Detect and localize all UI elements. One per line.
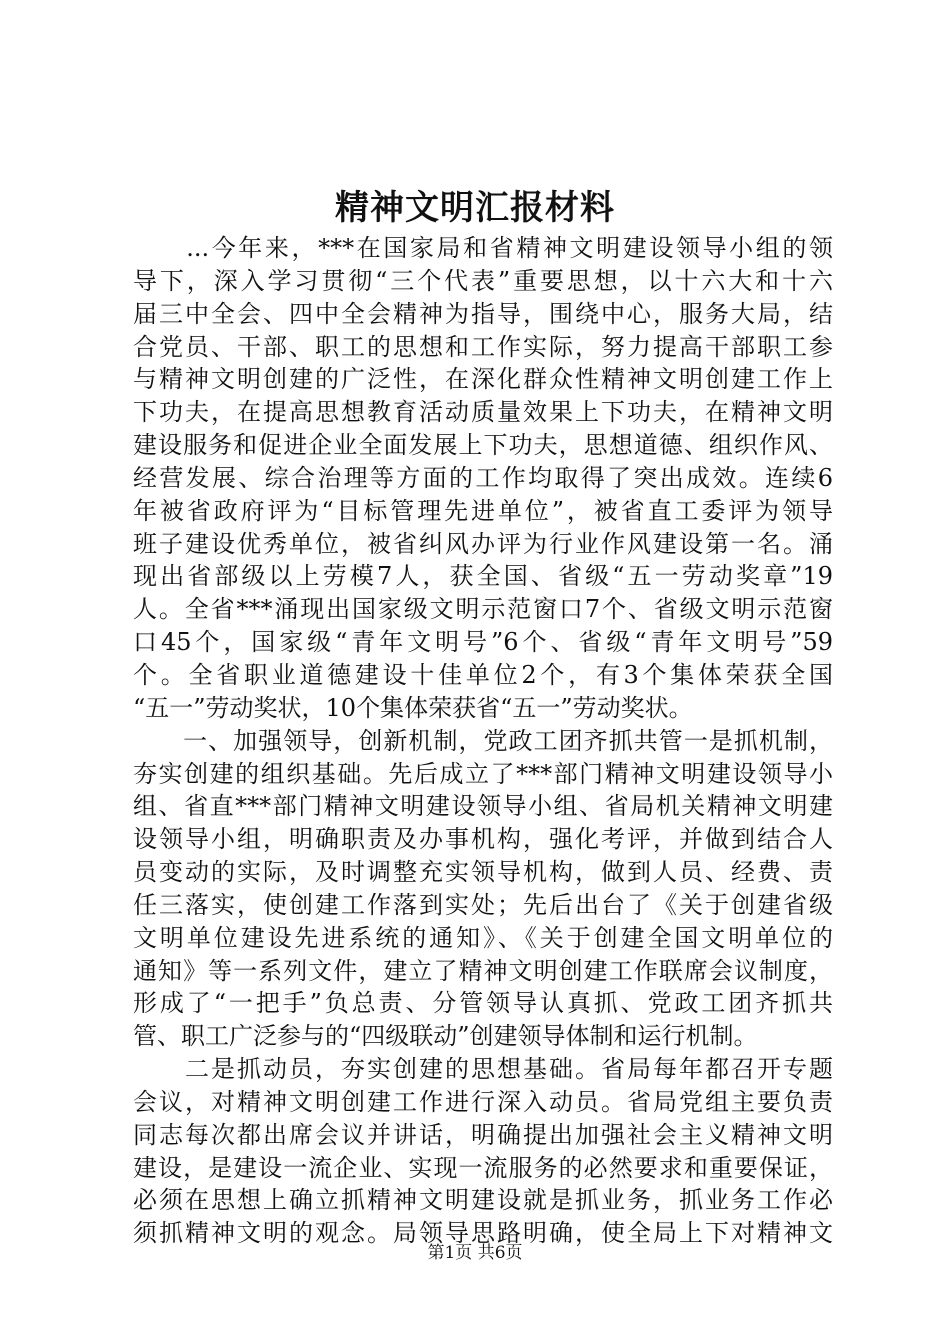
body-line: 文明单位建设先进系统的通知》、《关于创建全国文明单位的 bbox=[133, 923, 833, 952]
document-body bbox=[133, 232, 833, 1250]
page-footer: 第1页 共6页 bbox=[427, 1243, 523, 1263]
body-line: 管、职工广泛参与的“四级联动”创建领导体制和运行机制。 bbox=[133, 1022, 758, 1051]
body-line: 同志每次都出席会议并讲话，明确提出加强社会主义精神文明 bbox=[133, 1120, 833, 1149]
body-line: 班子建设优秀单位，被省纠风办评为行业作风建设第一名。涌 bbox=[133, 529, 833, 558]
body-line: 经营发展、综合治理等方面的工作均取得了突出成效。连续6 bbox=[133, 463, 833, 492]
body-line: 组、省直***部门精神文明建设领导小组、省局机关精神文明建 bbox=[133, 792, 833, 821]
body-line: 建设，是建设一流企业、实现一流服务的必然要求和重要保证， bbox=[133, 1153, 833, 1182]
body-line: 导下，深入学习贯彻“三个代表”重要思想，以十六大和十六 bbox=[133, 266, 833, 295]
body-line: 夯实创建的组织基础。先后成立了***部门精神文明建设领导小 bbox=[133, 759, 833, 788]
body-line: 口45个，国家级“青年文明号”6个、省级“青年文明号”59 bbox=[133, 628, 833, 657]
body-line: 二是抓动员，夯实创建的思想基础。省局每年都召开专题 bbox=[133, 1055, 833, 1084]
page-title: 精神文明汇报材料 bbox=[335, 188, 615, 228]
body-line: 须抓精神文明的观念。局领导思路明确，使全局上下对精神文 bbox=[133, 1219, 833, 1248]
body-line: 下功夫，在提高思想教育活动质量效果上下功夫，在精神文明 bbox=[133, 398, 833, 427]
body-line: 员变动的实际，及时调整充实领导机构，做到人员、经费、责 bbox=[133, 858, 833, 887]
body-line: 与精神文明创建的广泛性，在深化群众性精神文明创建工作上 bbox=[133, 365, 833, 394]
body-line: 设领导小组，明确职责及办事机构，强化考评，并做到结合人 bbox=[133, 825, 833, 854]
body-line: 年被省政府评为“目标管理先进单位”，被省直工委评为领导 bbox=[133, 496, 833, 525]
body-line: 现出省部级以上劳模7人，获全国、省级“五一劳动奖章”19 bbox=[133, 562, 833, 591]
body-line: 会议，对精神文明创建工作进行深入动员。省局党组主要负责 bbox=[133, 1087, 833, 1116]
body-line: 形成了“一把手”负总责、分管领导认真抓、党政工团齐抓共 bbox=[133, 989, 833, 1018]
body-line: “五一”劳动奖状，10个集体荣获省“五一”劳动奖状。 bbox=[133, 693, 693, 722]
body-line: ...今年来，***在国家局和省精神文明建设领导小组的领 bbox=[133, 234, 833, 262]
body-line: 任三落实，使创建工作落到实处；先后出台了《关于创建省级 bbox=[133, 890, 833, 919]
body-line: 届三中全会、四中全会精神为指导，围绕中心，服务大局，结 bbox=[133, 299, 833, 328]
body-line: 人。全省***涌现出国家级文明示范窗口7个、省级文明示范窗 bbox=[133, 595, 833, 624]
body-line: 合党员、干部、职工的思想和工作实际，努力提高干部职工参 bbox=[133, 332, 833, 361]
body-line: 一、加强领导，创新机制，党政工团齐抓共管一是抓机制， bbox=[133, 726, 833, 755]
body-line: 个。全省职业道德建设十佳单位2个，有3个集体荣获全国 bbox=[133, 660, 833, 689]
body-line: 必须在思想上确立抓精神文明建设就是抓业务，抓业务工作必 bbox=[133, 1186, 833, 1215]
body-line: 建设服务和促进企业全面发展上下功夫，思想道德、组织作风、 bbox=[133, 431, 833, 460]
body-line: 通知》等一系列文件，建立了精神文明创建工作联席会议制度， bbox=[133, 956, 833, 985]
